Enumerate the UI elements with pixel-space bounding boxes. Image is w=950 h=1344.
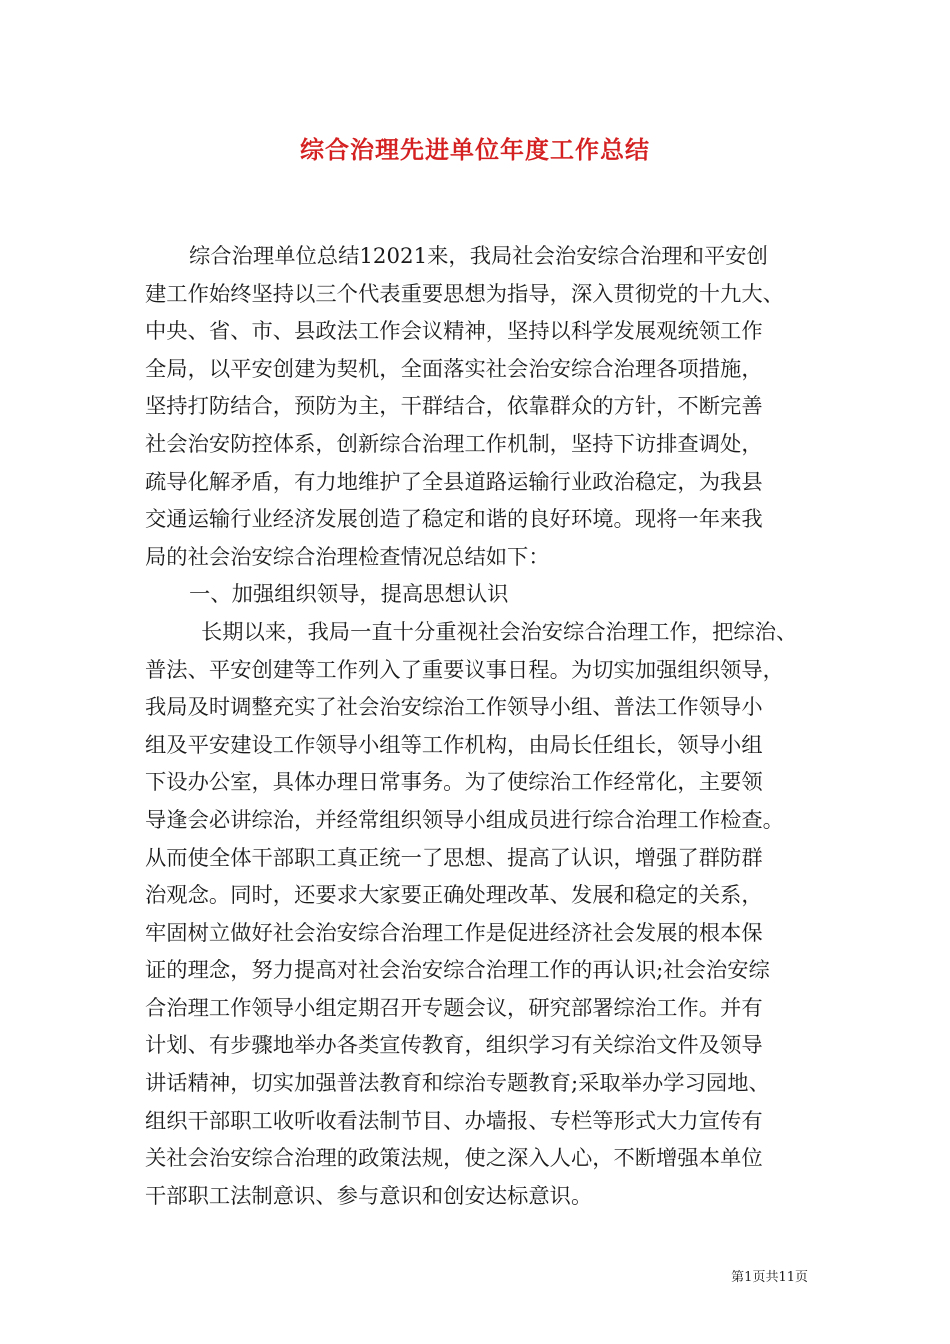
paragraph-line: 坚持打防结合，预防为主，干群结合，依靠群众的方针，不断完善 [145, 394, 763, 420]
section-heading: 一、加强组织领导，提高思想认识 [189, 582, 509, 608]
paragraph-line: 局的社会治安综合治理检查情况总结如下： [145, 544, 550, 570]
paragraph-line: 计划、有步骤地举办各类宣传教育，组织学习有关综治文件及领导 [145, 1033, 763, 1059]
paragraph-line: 中央、省、市、县政法工作会议精神，坚持以科学发展观统领工作 [145, 319, 763, 345]
paragraph-line: 关社会治安综合治理的政策法规，使之深入人心，不断增强本单位 [145, 1146, 763, 1172]
document-body [145, 238, 823, 1215]
paragraph-line: 交通运输行业经济发展创造了稳定和谐的良好环境。现将一年来我 [145, 507, 763, 533]
paragraph-line: 疏导化解矛盾，有力地维护了全县道路运输行业政治稳定，为我县 [145, 469, 763, 495]
paragraph-line: 全局，以平安创建为契机，全面落实社会治安综合治理各项措施， [145, 356, 763, 382]
page-number-footer: 第1页共11页 [731, 1270, 808, 1285]
paragraph-line: 治观念。同时，还要求大家要正确处理改革、发展和稳定的关系， [145, 883, 763, 909]
paragraph-line: 导逢会必讲综治，并经常组织领导小组成员进行综合治理工作检查。 [145, 807, 784, 833]
paragraph-line: 讲话精神，切实加强普法教育和综治专题教育;采取举办学习园地、 [145, 1071, 770, 1097]
paragraph-line: 从而使全体干部职工真正统一了思想、提高了认识，增强了群防群 [145, 845, 763, 871]
paragraph-line: 建工作始终坚持以三个代表重要思想为指导，深入贯彻党的十九大、 [145, 281, 784, 307]
paragraph-line: 组织干部职工收听收看法制节目、办墙报、专栏等形式大力宣传有 [145, 1108, 763, 1134]
paragraph-line: 社会治安防控体系，创新综合治理工作机制，坚持下访排查调处， [145, 431, 763, 457]
paragraph-line: 组及平安建设工作领导小组等工作机构，由局长任组长，领导小组 [145, 732, 763, 758]
paragraph-line: 下设办公室，具体办理日常事务。为了使综治工作经常化，主要领 [145, 770, 763, 796]
document-title: 综合治理先进单位年度工作总结 [300, 135, 650, 164]
paragraph-line: 综合治理单位总结12021来，我局社会治安综合治理和平安创 [189, 244, 768, 269]
paragraph-line: 我局及时调整充实了社会治安综治工作领导小组、普法工作领导小 [145, 695, 763, 721]
paragraph-line: 干部职工法制意识、参与意识和创安达标意识。 [145, 1183, 593, 1209]
paragraph-line: 长期以来，我局一直十分重视社会治安综合治理工作，把综治、 [201, 619, 798, 645]
paragraph-line: 牢固树立做好社会治安综合治理工作是促进经济社会发展的根本保 [145, 920, 763, 946]
paragraph-line: 证的理念，努力提高对社会治安综合治理工作的再认识;社会治安综 [145, 958, 770, 984]
paragraph-line: 普法、平安创建等工作列入了重要议事日程。为切实加强组织领导， [145, 657, 784, 683]
paragraph-line: 合治理工作领导小组定期召开专题会议，研究部署综治工作。并有 [145, 995, 763, 1021]
